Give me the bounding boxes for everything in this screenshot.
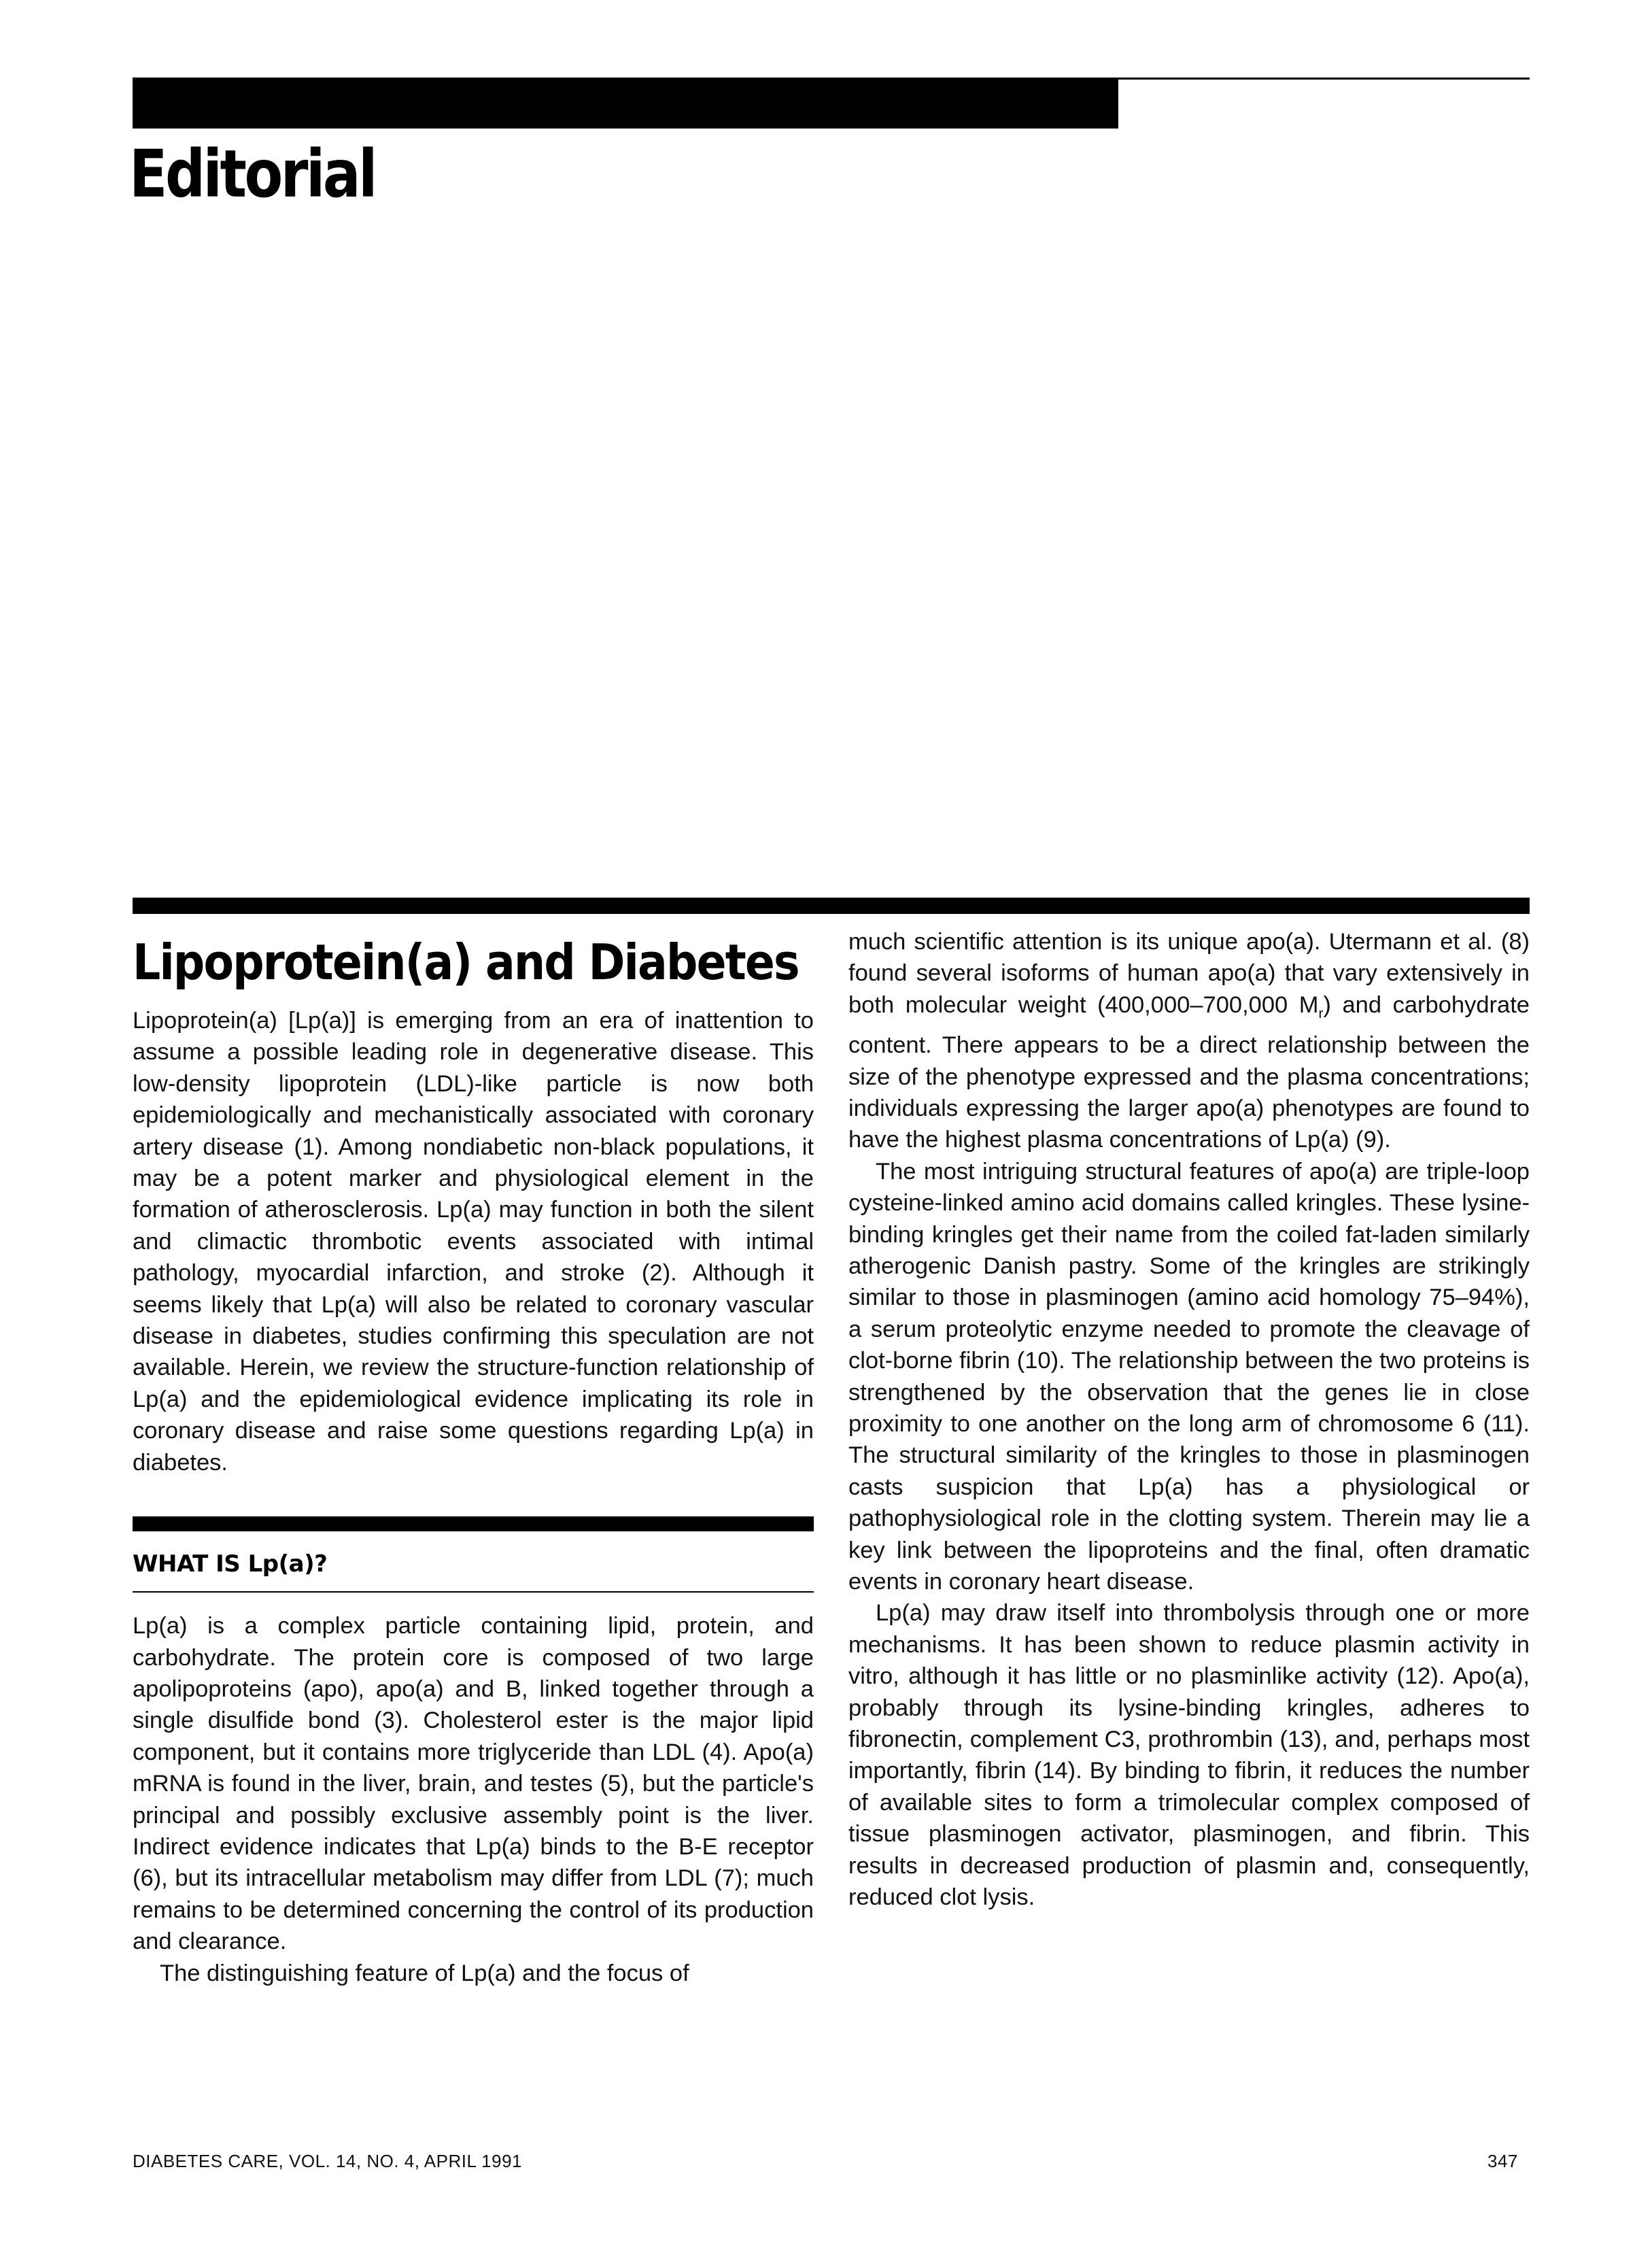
distinguishing-text-1: much scientific attention is its unique apo(a). Utermann et al. (8) found several isoforms of human apo(a) that vary extensively in both molecular weight (400,000–700,000 M [848,929,1530,1018]
footer-journal: DIABETES CARE, VOL. 14, NO. 4, APRIL 1991 [133,2151,522,2171]
paragraph-kringles: The most intriguing structural features of apo(a) are triple-loop cysteine-linked amino acid domains called kringles. These lysine-binding kringles get their name from the coiled fat-laden similarly atherogenic Danish pastry. Some of the kringles are strikingly similar to those in plasminogen (amino acid homology 75–94%), a serum proteolytic enzyme needed to promote the cleavage of clot-borne fibrin (10). The relationship between the two proteins is strengthened by the observation that the genes lie in close proximity to one another on the long arm of chromosome 6 (11). The structural similarity of the kringles to those in plasminogen casts suspicion that Lp(a) has a physiological or pathophysiological role in the clotting system. Therein may lie a key link between the lipoproteins and the final, often dramatic events in coronary heart disease. [848,1158,1530,1595]
footer-page-number: 347 [1487,2151,1518,2171]
header-black-bar [133,78,1118,129]
paragraph-thrombolysis: Lp(a) may draw itself into thrombolysis through one or more mechanisms. It has been shown to reduce plasmin activity in vitro, although it has little or no plasminlike activity (12). Apo(a), probably through its lysine-binding kringles, adheres to fibronectin, complement C3, prothrombin (13), and, perhaps most importantly, fibrin (14). By binding to fibrin, it reduces the number of available sites to form a trimolecular complex composed of tissue plasminogen activator, plasminogen, and fibrin. This results in decreased production of plasmin and, consequently, reduced clot lysis. [848,1600,1530,1911]
right-column [848,926,1530,1913]
mr-subscript: r [1318,1005,1324,1021]
paragraph-what-is: Lp(a) is a complex particle containing lipid, protein, and carbohydrate. The protein core is composed of two large apolipoproteins (apo), apo(a) and B, linked together through a single disulfide bond (3). Cholesterol ester is the major lipid component, but it contains more triglyceride than LDL (4). Apo(a) mRNA is found in the liver, brain, and testes (5), but the particle's principal and possibly exclusive assembly point is the liver. Indirect evidence indicates that Lp(a) binds to the B-E receptor (6), but its intracellular metabolism may differ from LDL (7); much remains to be determined concerning the control of its production and clearance. [133,1613,814,1955]
paragraph-distinguishing-start: The distinguishing feature of Lp(a) and the focus of [160,1960,689,1986]
intro-paragraph: Lipoprotein(a) [Lp(a)] is emerging from an era of inattention to assume a possible leading role in degenerative disease. This low-density lipoprotein (LDL)-like particle is now both epidemiologically and mechanistically associated with coronary artery disease (1). Among nondiabetic non-black populations, it may be a potent marker and physiological element in the formation of atherosclerosis. Lp(a) may function in both the silent and climactic thrombotic events associated with intimal pathology, myocardial infarction, and stroke (2). Although it seems likely that Lp(a) will also be related to coronary vascular disease in diabetes, studies confirming this speculation are not available. Herein, we review the structure-function relationship of Lp(a) and the epidemiological evidence implicating its role in coronary disease and raise some questions regarding Lp(a) in diabetes. [133,1008,814,1476]
article-rule [133,898,1530,914]
header-thin-rule [1118,78,1530,80]
subheading-thin-rule [133,1591,814,1593]
paragraph-distinguishing-continued [848,926,1530,1156]
distinguishing-text-2: ) and carbohydrate content. There appears to be a direct relationship between the size of the phenotype expressed and the plasma concentrations; individuals expressing the larger apo(a) phenotypes are found to have the highest plasma concentrations of Lp(a) (9). [848,991,1530,1153]
article-title: Lipoprotein(a) and Diabetes [133,934,799,991]
subheading-what-is-lpa: WHAT IS Lp(a)? [133,1550,328,1578]
section-heading: Editorial [129,136,376,212]
left-column [133,925,814,1989]
subheading-rule [133,1516,814,1531]
